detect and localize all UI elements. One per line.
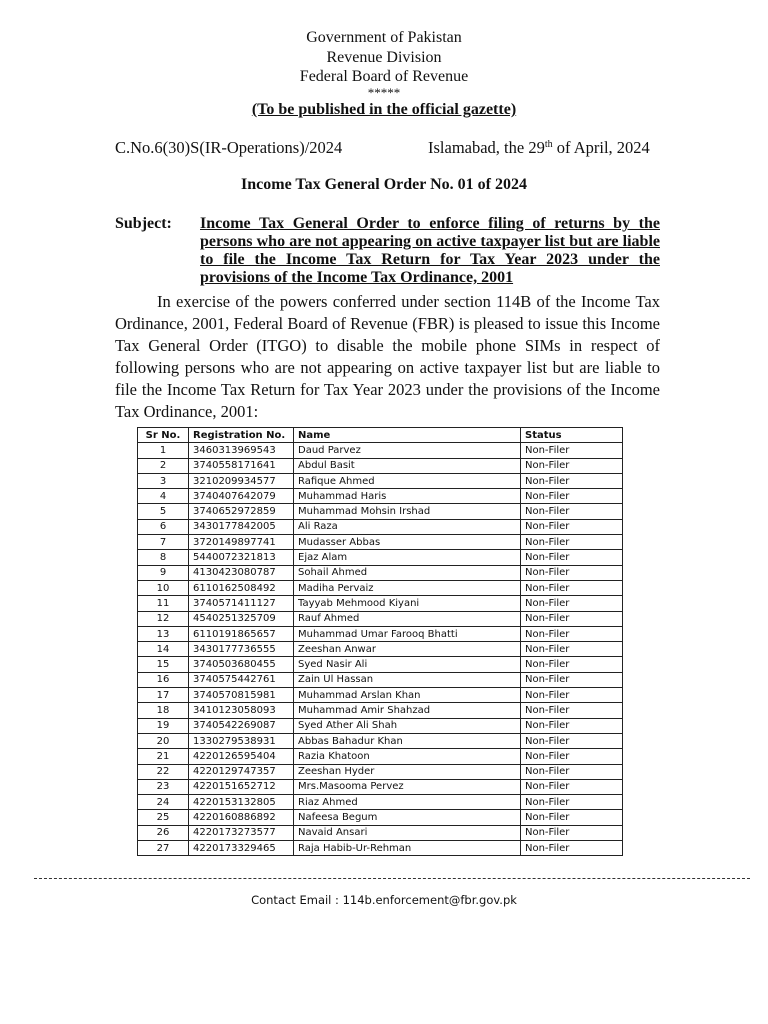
table-row: [138, 688, 623, 703]
cell-registration-no: 3210209934577: [189, 473, 294, 488]
cell-sr-no: 2: [138, 458, 189, 473]
table-row: [138, 672, 623, 687]
header-government: Government of Pakistan: [306, 29, 462, 46]
cell-status: Non-Filer: [521, 611, 623, 626]
cell-name: Muhammad Amir Shahzad: [294, 703, 521, 718]
cell-name: Abdul Basit: [294, 458, 521, 473]
cell-status: Non-Filer: [521, 519, 623, 534]
cell-status: Non-Filer: [521, 550, 623, 565]
cell-sr-no: 6: [138, 519, 189, 534]
cell-sr-no: 23: [138, 779, 189, 794]
cell-registration-no: 4220153132805: [189, 795, 294, 810]
cell-sr-no: 18: [138, 703, 189, 718]
cell-sr-no: 12: [138, 611, 189, 626]
cell-registration-no: 4220126595404: [189, 749, 294, 764]
cell-status: Non-Filer: [521, 626, 623, 641]
table-row: [138, 519, 623, 534]
cell-status: Non-Filer: [521, 733, 623, 748]
cell-status: Non-Filer: [521, 565, 623, 580]
subject-label: Subject:: [115, 215, 172, 232]
cell-name: Syed Nasir Ali: [294, 657, 521, 672]
cell-name: Rauf Ahmed: [294, 611, 521, 626]
dashed-divider: [34, 878, 750, 879]
cell-name: Mudasser Abbas: [294, 535, 521, 550]
header-sr-no: Sr No.: [138, 428, 189, 443]
table-row: [138, 565, 623, 580]
cell-name: Nafeesa Begum: [294, 810, 521, 825]
order-title: Income Tax General Order No. 01 of 2024: [241, 176, 527, 193]
table-row: [138, 718, 623, 733]
cell-registration-no: 4220173273577: [189, 825, 294, 840]
cell-status: Non-Filer: [521, 718, 623, 733]
cell-name: Muhammad Mohsin Irshad: [294, 504, 521, 519]
cell-sr-no: 19: [138, 718, 189, 733]
table-row: [138, 733, 623, 748]
cell-name: Daud Parvez: [294, 443, 521, 458]
cell-status: Non-Filer: [521, 703, 623, 718]
cell-sr-no: 3: [138, 473, 189, 488]
cell-registration-no: 3740542269087: [189, 718, 294, 733]
cell-name: Madiha Pervaiz: [294, 580, 521, 595]
cell-registration-no: 4130423080787: [189, 565, 294, 580]
cell-status: Non-Filer: [521, 642, 623, 657]
cell-sr-no: 22: [138, 764, 189, 779]
cell-sr-no: 16: [138, 672, 189, 687]
cell-sr-no: 14: [138, 642, 189, 657]
cell-sr-no: 4: [138, 489, 189, 504]
cell-status: Non-Filer: [521, 825, 623, 840]
cell-status: Non-Filer: [521, 473, 623, 488]
cell-name: Navaid Ansari: [294, 825, 521, 840]
cell-status: Non-Filer: [521, 688, 623, 703]
cell-name: Zain Ul Hassan: [294, 672, 521, 687]
cell-registration-no: 3740570815981: [189, 688, 294, 703]
cell-status: Non-Filer: [521, 504, 623, 519]
cell-name: Abbas Bahadur Khan: [294, 733, 521, 748]
table-row: [138, 703, 623, 718]
header-board: Federal Board of Revenue: [299, 68, 469, 85]
cell-sr-no: 27: [138, 841, 189, 856]
table-row: [138, 473, 623, 488]
cell-registration-no: 3430177736555: [189, 642, 294, 657]
cell-registration-no: 3740503680455: [189, 657, 294, 672]
cell-sr-no: 11: [138, 596, 189, 611]
table-row: [138, 580, 623, 595]
cell-registration-no: 3740407642079: [189, 489, 294, 504]
cell-sr-no: 21: [138, 749, 189, 764]
body-paragraph: In exercise of the powers conferred under section 114B of the Income Tax Ordinance, 2001, Federal Board of Revenue (FBR) is pleased to issue this Income Tax General Order (ITGO) to disable the mobile phone SIMs in respect of following persons who are not appearing on active taxpayer list but are liable to file the Income Tax Return for Tax Year 2023 under the provisions of the Income Tax Ordinance, 2001:: [115, 292, 660, 421]
table-row: [138, 489, 623, 504]
cell-name: Muhammad Haris: [294, 489, 521, 504]
cell-status: Non-Filer: [521, 810, 623, 825]
date-ordinal: th: [544, 139, 553, 150]
cell-name: Ejaz Alam: [294, 550, 521, 565]
cell-sr-no: 17: [138, 688, 189, 703]
cell-registration-no: 4220173329465: [189, 841, 294, 856]
cell-sr-no: 13: [138, 626, 189, 641]
cell-sr-no: 1: [138, 443, 189, 458]
cell-status: Non-Filer: [521, 458, 623, 473]
table-row: [138, 626, 623, 641]
cell-name: Sohail Ahmed: [294, 565, 521, 580]
table-row: [138, 810, 623, 825]
contact-email: Contact Email : 114b.enforcement@fbr.gov.pk: [251, 893, 517, 907]
table-row: [138, 596, 623, 611]
cell-name: Raja Habib-Ur-Rehman: [294, 841, 521, 856]
table-header-row: [138, 428, 623, 443]
cell-status: Non-Filer: [521, 657, 623, 672]
cell-registration-no: 3720149897741: [189, 535, 294, 550]
gazette-note: (To be published in the official gazette): [251, 101, 517, 118]
cell-registration-no: 4220151652712: [189, 779, 294, 794]
file-number: C.No.6(30)S(IR-Operations)/2024: [115, 138, 343, 157]
table-row: [138, 458, 623, 473]
table-row: [138, 535, 623, 550]
cell-status: Non-Filer: [521, 580, 623, 595]
cell-registration-no: 3740571411127: [189, 596, 294, 611]
cell-sr-no: 8: [138, 550, 189, 565]
cell-sr-no: 20: [138, 733, 189, 748]
cell-name: Muhammad Umar Farooq Bhatti: [294, 626, 521, 641]
header-name: Name: [294, 428, 521, 443]
cell-name: Tayyab Mehmood Kiyani: [294, 596, 521, 611]
cell-registration-no: 3410123058093: [189, 703, 294, 718]
cell-status: Non-Filer: [521, 749, 623, 764]
cell-name: Zeeshan Anwar: [294, 642, 521, 657]
date-suffix: of April, 2024: [552, 138, 650, 157]
table-row: [138, 504, 623, 519]
cell-name: Syed Ather Ali Shah: [294, 718, 521, 733]
table-row: [138, 749, 623, 764]
cell-sr-no: 5: [138, 504, 189, 519]
cell-name: Razia Khatoon: [294, 749, 521, 764]
table-row: [138, 764, 623, 779]
cell-status: Non-Filer: [521, 795, 623, 810]
cell-name: Riaz Ahmed: [294, 795, 521, 810]
table-row: [138, 795, 623, 810]
table-row: [138, 611, 623, 626]
table-row: [138, 550, 623, 565]
cell-sr-no: 25: [138, 810, 189, 825]
cell-name: Mrs.Masooma Pervez: [294, 779, 521, 794]
header-registration-no: Registration No.: [189, 428, 294, 443]
cell-name: Muhammad Arslan Khan: [294, 688, 521, 703]
cell-status: Non-Filer: [521, 596, 623, 611]
cell-status: Non-Filer: [521, 489, 623, 504]
cell-registration-no: 3740652972859: [189, 504, 294, 519]
cell-registration-no: 4220129747357: [189, 764, 294, 779]
cell-name: Zeeshan Hyder: [294, 764, 521, 779]
cell-sr-no: 26: [138, 825, 189, 840]
non-filer-table: [137, 427, 623, 856]
cell-sr-no: 10: [138, 580, 189, 595]
dateline: [428, 138, 650, 158]
cell-registration-no: 4540251325709: [189, 611, 294, 626]
cell-sr-no: 9: [138, 565, 189, 580]
cell-status: Non-Filer: [521, 443, 623, 458]
cell-registration-no: 3430177842005: [189, 519, 294, 534]
cell-name: Ali Raza: [294, 519, 521, 534]
table-body: [138, 443, 623, 856]
cell-status: Non-Filer: [521, 841, 623, 856]
table-row: [138, 825, 623, 840]
cell-registration-no: 6110162508492: [189, 580, 294, 595]
table-row: [138, 779, 623, 794]
cell-registration-no: 3740558171641: [189, 458, 294, 473]
date-prefix: Islamabad, the 29: [428, 138, 545, 157]
cell-registration-no: 5440072321813: [189, 550, 294, 565]
header-status: Status: [521, 428, 623, 443]
cell-sr-no: 24: [138, 795, 189, 810]
cell-registration-no: 3460313969543: [189, 443, 294, 458]
cell-sr-no: 15: [138, 657, 189, 672]
cell-status: Non-Filer: [521, 779, 623, 794]
cell-status: Non-Filer: [521, 535, 623, 550]
table-row: [138, 841, 623, 856]
header-division: Revenue Division: [326, 49, 442, 66]
cell-registration-no: 1330279538931: [189, 733, 294, 748]
cell-registration-no: 3740575442761: [189, 672, 294, 687]
cell-sr-no: 7: [138, 535, 189, 550]
header-stars: *****: [367, 85, 401, 100]
subject-text: Income Tax General Order to enforce filing of returns by the persons who are not appearing on active taxpayer list but are liable to file the Income Tax Return for Tax Year 2023 under the provisions of the Income Tax Ordinance, 2001: [200, 215, 660, 286]
cell-status: Non-Filer: [521, 764, 623, 779]
cell-name: Rafique Ahmed: [294, 473, 521, 488]
cell-registration-no: 6110191865657: [189, 626, 294, 641]
cell-registration-no: 4220160886892: [189, 810, 294, 825]
table-row: [138, 443, 623, 458]
cell-status: Non-Filer: [521, 672, 623, 687]
table-row: [138, 657, 623, 672]
table-row: [138, 642, 623, 657]
